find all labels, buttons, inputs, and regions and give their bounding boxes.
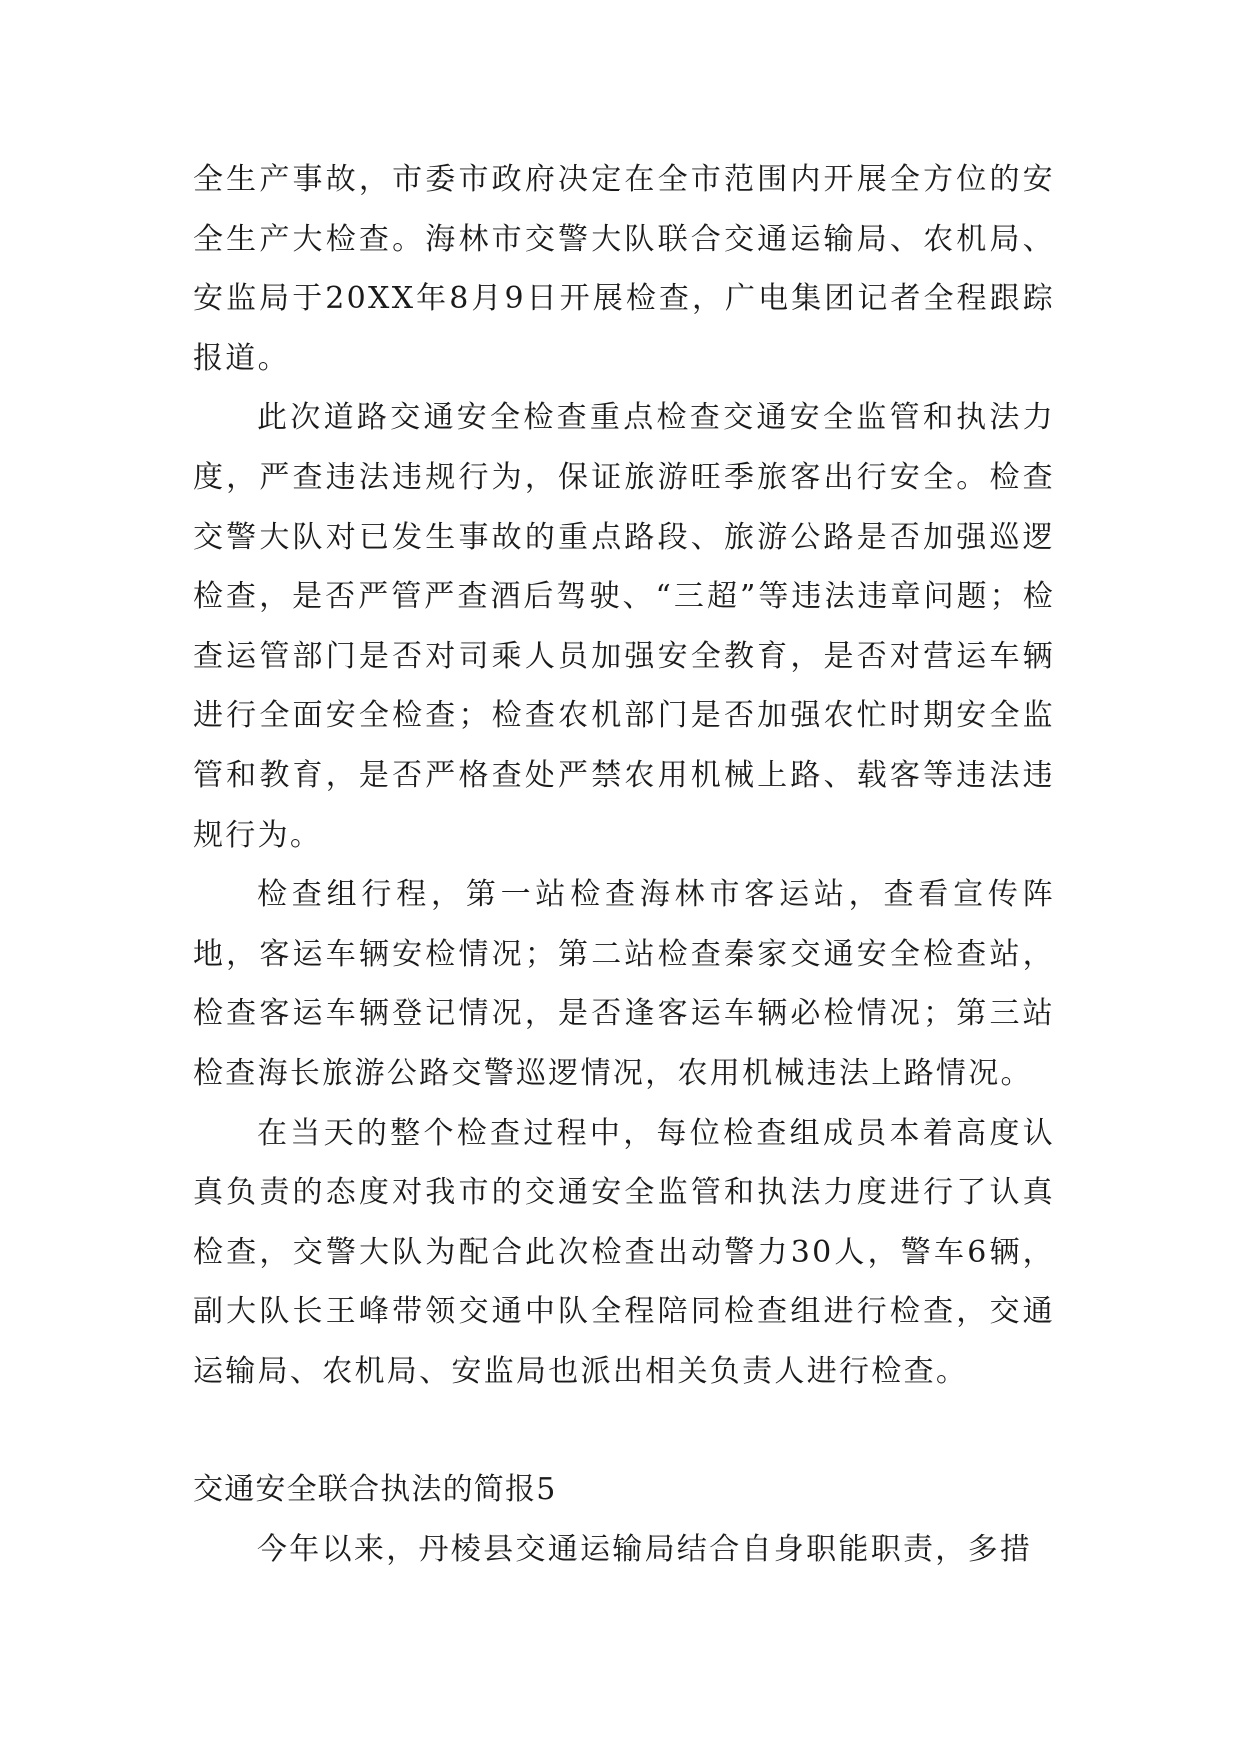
spacer	[193, 1401, 1055, 1460]
paragraph-itinerary: 检查组行程，第一站检查海林市客运站，查看宣传阵地，客运车辆安检情况；第二站检查秦家交通安全检查站，检查客运车辆登记情况，是否逢客运车辆必检情况；第三站检查海长旅游公路交警巡逻情况，农用机械违法上路情况。	[193, 877, 1055, 1091]
paragraph-new-section: 今年以来，丹棱县交通运输局结合自身职能职责，多措	[257, 1532, 1033, 1568]
paragraph-continuation: 全生产事故，市委市政府决定在全市范围内开展全方位的安全生产大检查。海林市交警大队联合交通运输局、农机局、安监局于20XX年8月9日开展检查，广电集团记者全程跟踪报道。	[193, 162, 1055, 376]
paragraph-process: 在当天的整个检查过程中，每位检查组成员本着高度认真负责的态度对我市的交通安全监管和执法力度进行了认真检查，交警大队为配合此次检查出动警力30人，警车6辆，副大队长王峰带领交通中队全程陪同检查组进行检查，交通运输局、农机局、安监局也派出相关负责人进行检查。	[193, 1115, 1055, 1389]
section-heading: 交通安全联合执法的简报5	[193, 1472, 557, 1508]
paragraph-inspection-focus: 此次道路交通安全检查重点检查交通安全监管和执法力度，严查违法违规行为，保证旅游旺季旅客出行安全。检查交警大队对已发生事故的重点路段、旅游公路是否加强巡逻检查，是否严管严查酒后驾驶、“三超”等违法违章问题；检查运管部门是否对司乘人员加强安全教育，是否对营运车辆进行全面安全检查；检查农机部门是否加强农忙时期安全监管和教育，是否严格查处严禁农用机械上路、载客等违法违规行为。	[193, 400, 1055, 853]
document-body	[193, 150, 1055, 1580]
